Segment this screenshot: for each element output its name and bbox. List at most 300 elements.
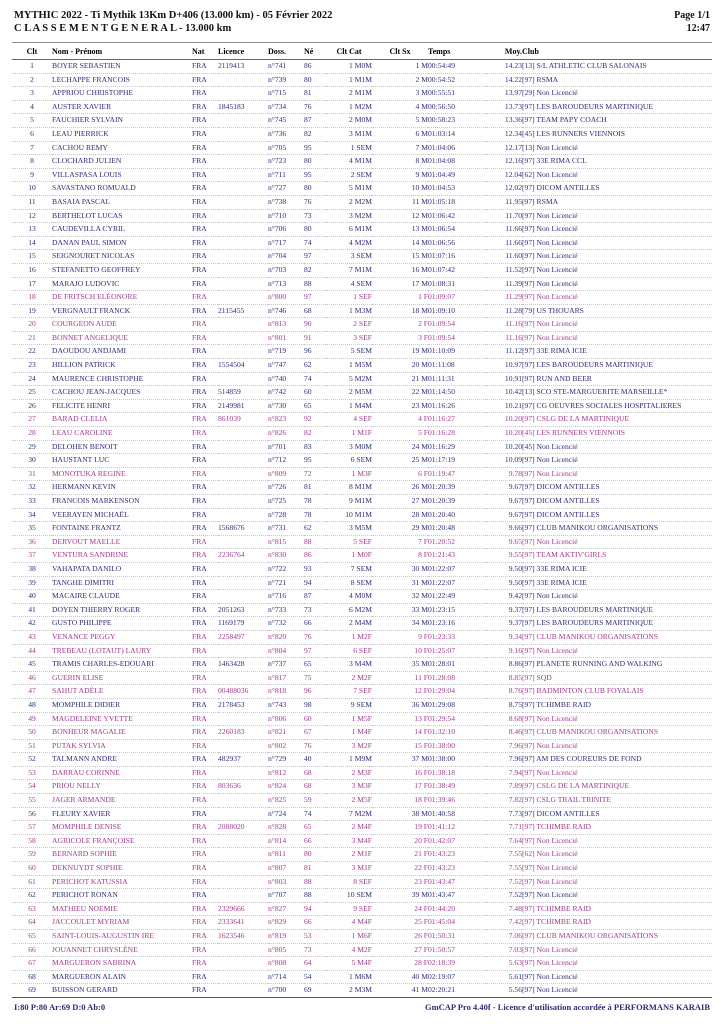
- cell-temps: 01:10:09: [428, 345, 486, 359]
- cell-clt-sx: 36 M: [372, 698, 428, 712]
- cell-temps: 02:18:39: [428, 957, 486, 971]
- cell-clt-cat: 5 SEM: [326, 345, 372, 359]
- cell-ne: 81: [304, 862, 326, 876]
- cell-temps: 01:04:49: [428, 168, 486, 182]
- cell-clt-cat: 3 SEF: [326, 331, 372, 345]
- footer-stats: I:80 P:80 Ar:69 D:0 Ab:0: [14, 1002, 106, 1012]
- cell-nat: FRA: [192, 236, 218, 250]
- cell-club: [97] CLUB MANIKOU ORGANISATIONS: [522, 630, 712, 644]
- cell-moy: 14.23: [486, 60, 522, 74]
- cell-name: AUSTER XAVIER: [52, 100, 192, 114]
- cell-clt: 50: [12, 726, 52, 740]
- cell-club: [97] Non Licencié: [522, 739, 712, 753]
- cell-clt-cat: 3 SEM: [326, 250, 372, 264]
- cell-doss: n°724: [268, 807, 304, 821]
- cell-ne: 53: [304, 930, 326, 944]
- cell-temps: 01:09:54: [428, 331, 486, 345]
- table-row: [12, 916, 712, 930]
- cell-clt: 3: [12, 87, 52, 101]
- cell-ne: 60: [304, 712, 326, 726]
- cell-clt-sx: 1 M: [372, 60, 428, 74]
- cell-clt-sx: 40 M: [372, 970, 428, 984]
- cell-temps: 01:16:29: [428, 440, 486, 454]
- cell-temps: 01:25:07: [428, 644, 486, 658]
- cell-ne: 64: [304, 957, 326, 971]
- cell-club: [97] Non Licencié: [522, 209, 712, 223]
- cell-licence: [218, 671, 268, 685]
- cell-clt-cat: 2 M3F: [326, 766, 372, 780]
- cell-clt: 25: [12, 386, 52, 400]
- cell-doss: n°824: [268, 780, 304, 794]
- cell-moy: 9.37: [486, 617, 522, 631]
- cell-name: VENANCE PEGGY: [52, 630, 192, 644]
- cell-name: MAGDELEINE YVETTE: [52, 712, 192, 726]
- cell-ne: 40: [304, 753, 326, 767]
- cell-clt-cat: 6 SEM: [326, 454, 372, 468]
- cell-moy: 8.68: [486, 712, 522, 726]
- header-name: Nom - Prénom: [52, 43, 192, 60]
- cell-ne: 73: [304, 603, 326, 617]
- table-row: [12, 250, 712, 264]
- cell-nat: FRA: [192, 603, 218, 617]
- cell-clt-sx: 12 M: [372, 209, 428, 223]
- cell-clt: 34: [12, 508, 52, 522]
- cell-nat: FRA: [192, 413, 218, 427]
- table-row: [12, 848, 712, 862]
- table-row: [12, 60, 712, 74]
- cell-licence: 2088020: [218, 821, 268, 835]
- cell-doss: n°745: [268, 114, 304, 128]
- cell-licence: [218, 957, 268, 971]
- table-row: [12, 590, 712, 604]
- cell-club: [97] 33E RIMA ICIE: [522, 562, 712, 576]
- cell-clt-sx: 25 M: [372, 454, 428, 468]
- cell-doss: n°731: [268, 522, 304, 536]
- cell-name: BONNET ANGELIQUE: [52, 331, 192, 345]
- cell-clt-sx: 5 M: [372, 114, 428, 128]
- cell-moy: 9.65: [486, 535, 522, 549]
- cell-clt-cat: 3 M1F: [326, 862, 372, 876]
- cell-clt: 13: [12, 223, 52, 237]
- cell-licence: [218, 427, 268, 441]
- table-row: [12, 794, 712, 808]
- cell-clt-sx: 34 M: [372, 617, 428, 631]
- cell-temps: 01:20:40: [428, 508, 486, 522]
- cell-temps: 01:29:08: [428, 698, 486, 712]
- cell-clt: 56: [12, 807, 52, 821]
- cell-licence: 2149981: [218, 399, 268, 413]
- table-row: [12, 902, 712, 916]
- cell-ne: 62: [304, 522, 326, 536]
- cell-moy: 9.16: [486, 644, 522, 658]
- cell-clt-cat: 8 M1M: [326, 481, 372, 495]
- cell-temps: 01:50:57: [428, 943, 486, 957]
- cell-clt-sx: 10 M: [372, 182, 428, 196]
- cell-moy: 7.42: [486, 916, 522, 930]
- table-row: [12, 467, 712, 481]
- cell-clt: 24: [12, 372, 52, 386]
- table-row: [12, 875, 712, 889]
- cell-clt-cat: 1 M0F: [326, 549, 372, 563]
- cell-moy: 7.55: [486, 862, 522, 876]
- cell-licence: [218, 875, 268, 889]
- cell-nat: FRA: [192, 617, 218, 631]
- cell-moy: 9.78: [486, 467, 522, 481]
- cell-name: JAGER ARMANDE: [52, 794, 192, 808]
- header-ne: Né: [304, 43, 326, 60]
- cell-clt-sx: 23 M: [372, 399, 428, 413]
- cell-ne: 86: [304, 549, 326, 563]
- cell-doss: n°711: [268, 168, 304, 182]
- cell-nat: FRA: [192, 318, 218, 332]
- cell-clt-cat: 10 SEM: [326, 889, 372, 903]
- table-row: [12, 508, 712, 522]
- cell-temps: 01:22:49: [428, 590, 486, 604]
- cell-doss: n°737: [268, 658, 304, 672]
- cell-nat: FRA: [192, 73, 218, 87]
- cell-ne: 80: [304, 155, 326, 169]
- cell-club: [97] TCHIMBE RAID: [522, 902, 712, 916]
- cell-nat: FRA: [192, 481, 218, 495]
- cell-licence: [218, 970, 268, 984]
- cell-doss: n°728: [268, 508, 304, 522]
- cell-club: [97] LES BAROUDEURS MARTINIQUE: [522, 603, 712, 617]
- cell-ne: 68: [304, 766, 326, 780]
- cell-clt-sx: 13 M: [372, 223, 428, 237]
- cell-clt: 4: [12, 100, 52, 114]
- cell-name: DELOHEN BENOIT: [52, 440, 192, 454]
- cell-clt-sx: 18 F: [372, 794, 428, 808]
- cell-doss: n°722: [268, 562, 304, 576]
- cell-clt-cat: 2 SEF: [326, 318, 372, 332]
- cell-clt-cat: 9 M1M: [326, 495, 372, 509]
- cell-temps: 01:17:19: [428, 454, 486, 468]
- cell-name: CLOCHARD JULIEN: [52, 155, 192, 169]
- cell-nat: FRA: [192, 889, 218, 903]
- cell-moy: 10.20: [486, 440, 522, 454]
- cell-licence: [218, 236, 268, 250]
- cell-clt-cat: 2 M0M: [326, 114, 372, 128]
- cell-club: [97] Non Licencié: [522, 889, 712, 903]
- cell-ne: 60: [304, 386, 326, 400]
- cell-licence: 1463428: [218, 658, 268, 672]
- title-block: [14, 9, 332, 35]
- cell-moy: 12.17: [486, 141, 522, 155]
- cell-clt-cat: 2 M2M: [326, 195, 372, 209]
- cell-ne: 82: [304, 427, 326, 441]
- cell-licence: 861039: [218, 413, 268, 427]
- table-row: [12, 821, 712, 835]
- cell-doss: n°730: [268, 399, 304, 413]
- cell-clt-cat: 2 M2F: [326, 671, 372, 685]
- cell-doss: n°813: [268, 318, 304, 332]
- cell-clt-cat: 2 SEM: [326, 168, 372, 182]
- cell-club: [97] 33E RIMA CCL: [522, 155, 712, 169]
- cell-temps: 01:06:54: [428, 223, 486, 237]
- cell-club: [97] Non Licencié: [522, 590, 712, 604]
- print-time: 12:47: [686, 23, 710, 34]
- table-row: [12, 630, 712, 644]
- cell-clt-sx: 19 M: [372, 345, 428, 359]
- cell-clt: 11: [12, 195, 52, 209]
- cell-nat: FRA: [192, 495, 218, 509]
- cell-club: [97] AM DES COUREURS DE FOND: [522, 753, 712, 767]
- table-row: [12, 889, 712, 903]
- cell-doss: n°829: [268, 916, 304, 930]
- table-row: [12, 739, 712, 753]
- cell-temps: 01:23:16: [428, 617, 486, 631]
- cell-name: LECHAPPE FRANCOIS: [52, 73, 192, 87]
- cell-doss: n°830: [268, 549, 304, 563]
- cell-temps: 01:04:08: [428, 155, 486, 169]
- cell-clt-sx: 3 M: [372, 87, 428, 101]
- cell-clt-sx: 6 M: [372, 127, 428, 141]
- cell-name: BERTHELOT LUCAS: [52, 209, 192, 223]
- cell-name: FLEURY XAVIER: [52, 807, 192, 821]
- cell-clt-cat: 3 M4M: [326, 658, 372, 672]
- cell-ne: 76: [304, 630, 326, 644]
- cell-licence: [218, 223, 268, 237]
- cell-clt-sx: 41 M: [372, 984, 428, 998]
- cell-moy: 9.55: [486, 549, 522, 563]
- cell-moy: 9.50: [486, 576, 522, 590]
- cell-clt-cat: 1 M5F: [326, 712, 372, 726]
- table-row: [12, 617, 712, 631]
- cell-name: HILLION PATRICK: [52, 359, 192, 373]
- cell-temps: 01:03:14: [428, 127, 486, 141]
- cell-clt: 45: [12, 658, 52, 672]
- cell-doss: n°821: [268, 726, 304, 740]
- cell-clt: 33: [12, 495, 52, 509]
- cell-temps: 01:19:47: [428, 467, 486, 481]
- cell-temps: 01:43:23: [428, 848, 486, 862]
- cell-club: [97] 33E RIMA ICIE: [522, 576, 712, 590]
- cell-licence: [218, 87, 268, 101]
- cell-clt-cat: 7 M2M: [326, 807, 372, 821]
- cell-nat: FRA: [192, 535, 218, 549]
- cell-clt-cat: 2 M4M: [326, 617, 372, 631]
- cell-moy: 11.70: [486, 209, 522, 223]
- cell-temps: 01:43:47: [428, 875, 486, 889]
- cell-ne: 88: [304, 875, 326, 889]
- cell-moy: 8.86: [486, 658, 522, 672]
- cell-nat: FRA: [192, 114, 218, 128]
- cell-clt-cat: 9 SEF: [326, 902, 372, 916]
- cell-club: [97] LES BAROUDEURS MARTINIQUE: [522, 100, 712, 114]
- table-row: [12, 304, 712, 318]
- table-row: [12, 427, 712, 441]
- cell-moy: 11.66: [486, 236, 522, 250]
- cell-club: [97] LES BAROUDEURS MARTINIQUE: [522, 617, 712, 631]
- cell-clt-sx: 21 F: [372, 848, 428, 862]
- cell-temps: 01:42:07: [428, 834, 486, 848]
- cell-nat: FRA: [192, 386, 218, 400]
- cell-name: APPRIOU CHRISTOPHE: [52, 87, 192, 101]
- cell-temps: 01:06:56: [428, 236, 486, 250]
- cell-temps: 01:38:00: [428, 753, 486, 767]
- cell-temps: 01:23:15: [428, 603, 486, 617]
- header-club: Club: [522, 43, 712, 60]
- cell-licence: [218, 481, 268, 495]
- cell-moy: 11.28: [486, 304, 522, 318]
- cell-doss: n°804: [268, 644, 304, 658]
- cell-clt-cat: 2 M4F: [326, 821, 372, 835]
- table-row: [12, 372, 712, 386]
- cell-moy: 8.46: [486, 726, 522, 740]
- table-row: [12, 386, 712, 400]
- cell-moy: 12.34: [486, 127, 522, 141]
- cell-licence: [218, 834, 268, 848]
- table-row: [12, 603, 712, 617]
- cell-clt: 18: [12, 291, 52, 305]
- cell-name: PERICHOT RONAN: [52, 889, 192, 903]
- table-row: [12, 291, 712, 305]
- cell-nat: FRA: [192, 454, 218, 468]
- cell-clt-sx: 17 M: [372, 277, 428, 291]
- cell-clt: 48: [12, 698, 52, 712]
- cell-clt-cat: 2 M1M: [326, 87, 372, 101]
- cell-licence: 482937: [218, 753, 268, 767]
- cell-clt-cat: 7 SEF: [326, 685, 372, 699]
- cell-clt-sx: 27 M: [372, 495, 428, 509]
- cell-name: JOUANNET CHRYSLÈNE: [52, 943, 192, 957]
- cell-clt: 47: [12, 685, 52, 699]
- cell-doss: n°746: [268, 304, 304, 318]
- cell-licence: [218, 141, 268, 155]
- cell-name: BUISSON GERARD: [52, 984, 192, 998]
- cell-clt-sx: 9 F: [372, 630, 428, 644]
- cell-clt: 29: [12, 440, 52, 454]
- cell-name: BOYER SEBASTIEN: [52, 60, 192, 74]
- cell-nat: FRA: [192, 834, 218, 848]
- cell-name: GUSTO PHILIPPE: [52, 617, 192, 631]
- cell-temps: 01:32:10: [428, 726, 486, 740]
- table-row: [12, 114, 712, 128]
- cell-doss: n°712: [268, 454, 304, 468]
- cell-clt-sx: 21 M: [372, 372, 428, 386]
- table-row: [12, 671, 712, 685]
- cell-moy: 12.16: [486, 155, 522, 169]
- cell-doss: n°823: [268, 413, 304, 427]
- classification-subtitle: C L A S S E M E N T G E N E R A L - 13.000 km: [14, 23, 232, 35]
- cell-moy: 10.20: [486, 427, 522, 441]
- cell-doss: n°738: [268, 195, 304, 209]
- table-row: [12, 481, 712, 495]
- cell-clt-sx: 9 M: [372, 168, 428, 182]
- cell-club: [13] S/L ATHLETIC CLUB SALONAIS: [522, 60, 712, 74]
- cell-temps: 01:06:42: [428, 209, 486, 223]
- cell-licence: [218, 195, 268, 209]
- table-row: [12, 726, 712, 740]
- cell-clt-cat: 1 M4F: [326, 726, 372, 740]
- cell-clt-sx: 7 F: [372, 535, 428, 549]
- cell-licence: [218, 277, 268, 291]
- cell-temps: 01:14:50: [428, 386, 486, 400]
- cell-nat: FRA: [192, 223, 218, 237]
- cell-clt-sx: 17 F: [372, 780, 428, 794]
- cell-moy: 9.50: [486, 562, 522, 576]
- cell-ne: 54: [304, 970, 326, 984]
- cell-moy: 7.03: [486, 943, 522, 957]
- cell-doss: n°814: [268, 834, 304, 848]
- cell-club: [97] Non Licencié: [522, 957, 712, 971]
- cell-moy: 10.09: [486, 454, 522, 468]
- cell-club: [29] Non Licencié: [522, 87, 712, 101]
- cell-ne: 88: [304, 277, 326, 291]
- cell-temps: 00:58:23: [428, 114, 486, 128]
- cell-licence: [218, 168, 268, 182]
- cell-moy: 11.16: [486, 318, 522, 332]
- table-row: [12, 685, 712, 699]
- cell-club: [97] Non Licencié: [522, 862, 712, 876]
- cell-clt-cat: 4 M4F: [326, 916, 372, 930]
- table-row: [12, 168, 712, 182]
- cell-doss: n°706: [268, 223, 304, 237]
- cell-ne: 65: [304, 399, 326, 413]
- table-row: [12, 549, 712, 563]
- cell-name: DANAN PAUL SIMON: [52, 236, 192, 250]
- cell-clt-cat: 1 M4M: [326, 399, 372, 413]
- cell-clt: 53: [12, 766, 52, 780]
- cell-name: AGRICOLE FRANÇOISE: [52, 834, 192, 848]
- cell-club: [97] DICOM ANTILLES: [522, 508, 712, 522]
- cell-ne: 66: [304, 916, 326, 930]
- cell-name: MARGUERON ALAIN: [52, 970, 192, 984]
- cell-clt: 14: [12, 236, 52, 250]
- header-doss: Doss.: [268, 43, 304, 60]
- cell-licence: 2236764: [218, 549, 268, 563]
- cell-ne: 80: [304, 182, 326, 196]
- cell-licence: [218, 712, 268, 726]
- cell-ne: 66: [304, 834, 326, 848]
- cell-clt-sx: 30 M: [372, 562, 428, 576]
- cell-clt: 52: [12, 753, 52, 767]
- cell-clt: 46: [12, 671, 52, 685]
- cell-clt: 38: [12, 562, 52, 576]
- document-footer: [14, 1002, 710, 1012]
- cell-ne: 68: [304, 780, 326, 794]
- cell-doss: n°732: [268, 617, 304, 631]
- cell-clt-sx: 13 F: [372, 712, 428, 726]
- cell-name: HERMANN KEVIN: [52, 481, 192, 495]
- cell-nat: FRA: [192, 549, 218, 563]
- table-row: [12, 780, 712, 794]
- cell-nat: FRA: [192, 100, 218, 114]
- cell-clt-cat: 1 M5M: [326, 359, 372, 373]
- table-row: [12, 277, 712, 291]
- cell-clt: 40: [12, 590, 52, 604]
- cell-moy: 5.61: [486, 970, 522, 984]
- table-row: [12, 712, 712, 726]
- cell-clt: 51: [12, 739, 52, 753]
- cell-moy: 10.21: [486, 399, 522, 413]
- cell-clt: 1: [12, 60, 52, 74]
- cell-clt-sx: 37 M: [372, 753, 428, 767]
- table-row: [12, 263, 712, 277]
- cell-moy: 10.97: [486, 359, 522, 373]
- cell-temps: 01:16:27: [428, 413, 486, 427]
- cell-nat: FRA: [192, 250, 218, 264]
- table-row: [12, 930, 712, 944]
- cell-ne: 80: [304, 848, 326, 862]
- cell-doss: n°736: [268, 127, 304, 141]
- table-row: [12, 562, 712, 576]
- cell-temps: 01:04:53: [428, 182, 486, 196]
- cell-club: [97] PLANETE RUNNING AND WALKING: [522, 658, 712, 672]
- cell-clt: 20: [12, 318, 52, 332]
- table-row: [12, 209, 712, 223]
- cell-nat: FRA: [192, 862, 218, 876]
